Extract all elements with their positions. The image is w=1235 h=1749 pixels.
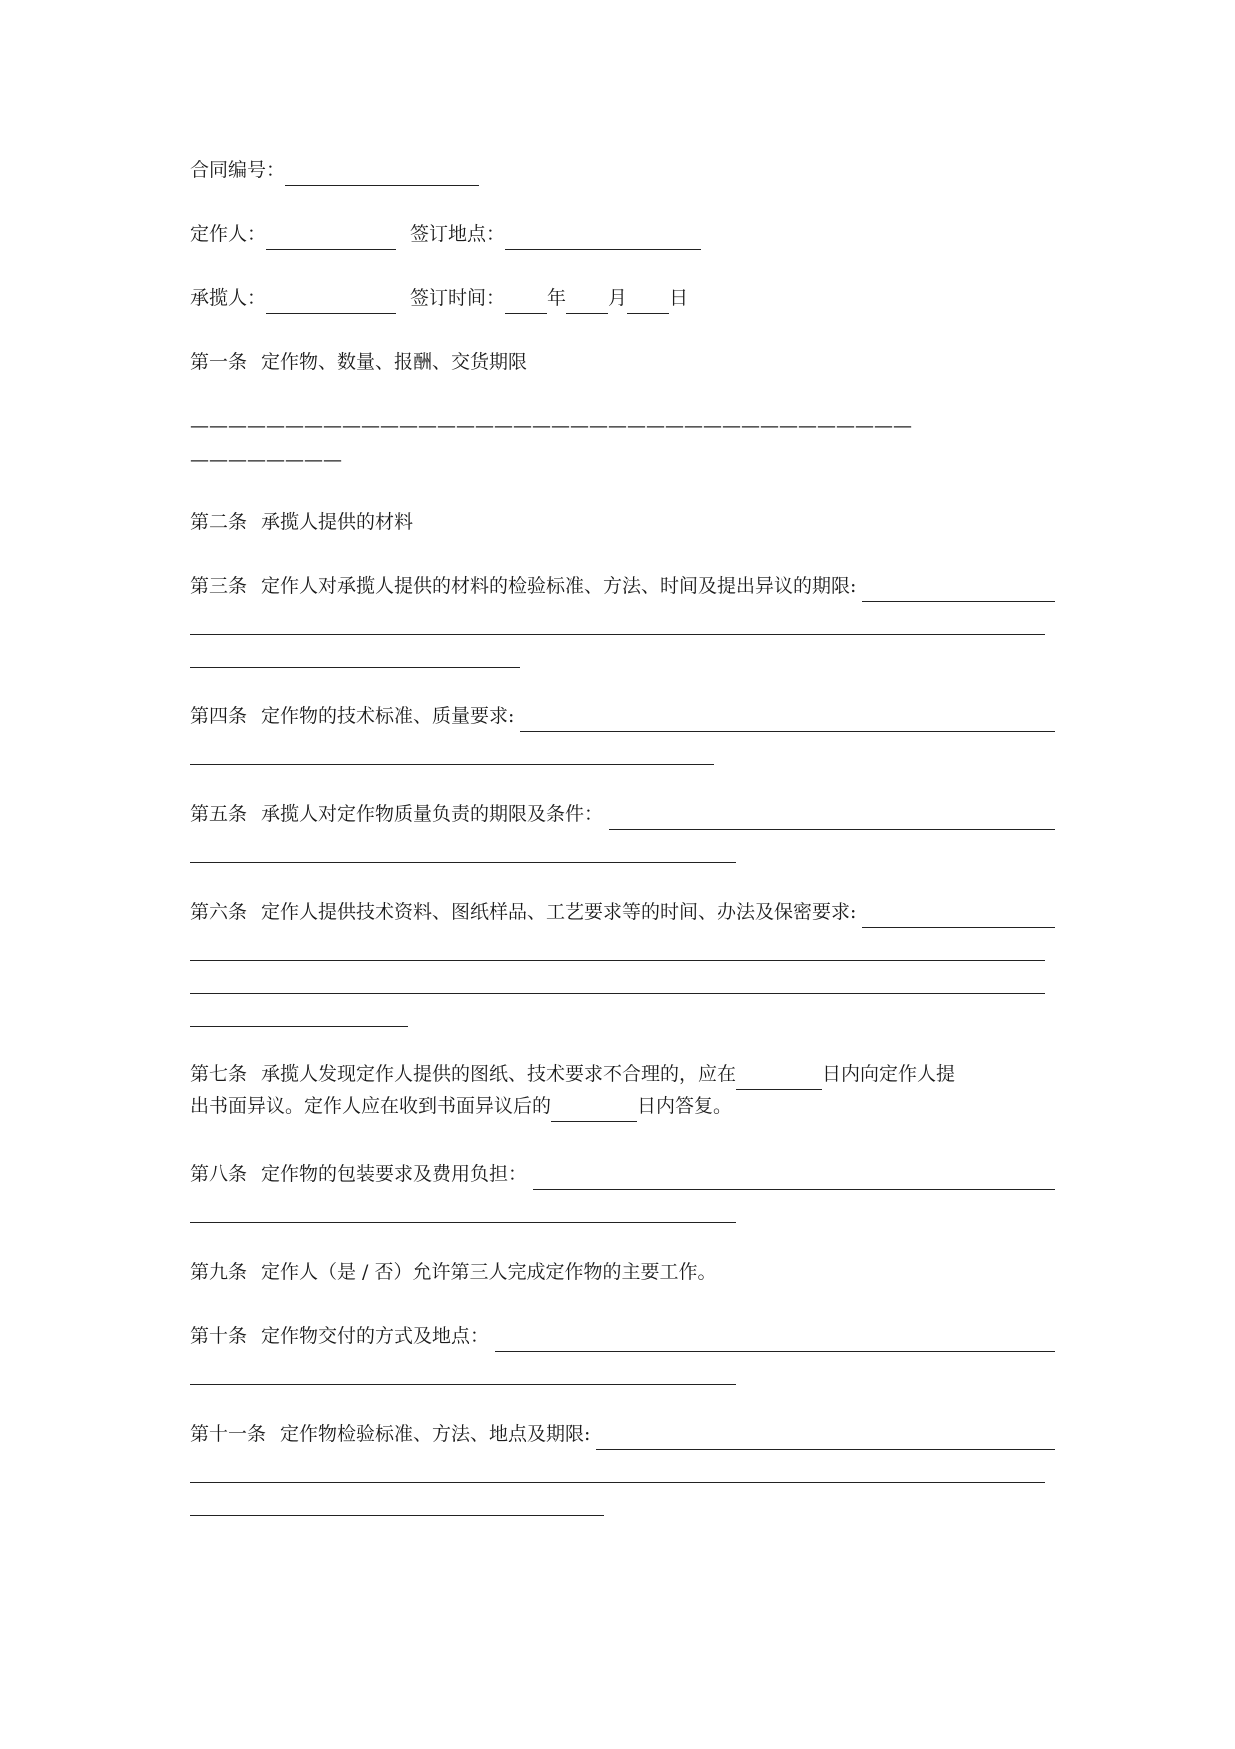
article-4-number: 第四条 (190, 705, 248, 727)
article-11 (190, 1418, 1055, 1516)
article-11-title: 定作物检验标准、方法、地点及期限: (280, 1423, 591, 1445)
article-6-blank-3[interactable] (190, 971, 1045, 994)
article-2-number: 第二条 (190, 511, 248, 533)
sign-place-blank[interactable] (505, 227, 701, 250)
article-2 (190, 506, 1055, 538)
article-1-number: 第一条 (190, 351, 248, 373)
article-10-title: 定作物交付的方式及地点： (261, 1325, 490, 1347)
contract-number-row (190, 154, 1055, 186)
article-3-blank-2[interactable] (190, 612, 1045, 635)
article-8-blank-2[interactable] (190, 1200, 736, 1223)
article-9-title: 定作人（是 / 否）允许第三人完成定作物的主要工作。 (261, 1261, 717, 1283)
article-3-blank-1[interactable] (862, 579, 1055, 602)
article-5-blank-1[interactable] (609, 807, 1055, 830)
article-4 (190, 700, 1055, 765)
article-5-title: 承揽人对定作物质量负责的期限及条件： (261, 803, 604, 825)
article-7-text-2: 日内向定作人提 (822, 1063, 956, 1085)
article-3-title: 定作人对承揽人提供的材料的检验标准、方法、时间及提出异议的期限: (261, 575, 857, 597)
article-7 (190, 1058, 1055, 1122)
article-5-number: 第五条 (190, 803, 248, 825)
article-1-dashes-line-1: —————————————————————————————————————— (190, 415, 912, 437)
article-8-title: 定作物的包装要求及费用负担： (261, 1163, 528, 1185)
article-7-text-1: 承揽人发现定作人提供的图纸、技术要求不合理的，应在 (261, 1063, 737, 1085)
article-7-days-blank-1[interactable] (736, 1067, 822, 1090)
article-1-title: 定作物、数量、报酬、交货期限 (261, 351, 528, 373)
day-blank[interactable] (627, 291, 669, 314)
article-8-blank-1[interactable] (533, 1167, 1055, 1190)
article-7-days-blank-2[interactable] (551, 1099, 637, 1122)
article-10 (190, 1320, 1055, 1385)
article-7-number: 第七条 (190, 1063, 248, 1085)
article-6-title: 定作人提供技术资料、图纸样品、工艺要求等的时间、办法及保密要求: (261, 901, 857, 923)
article-6-blank-4[interactable] (190, 1004, 408, 1027)
article-4-blank-2[interactable] (190, 742, 714, 765)
article-6 (190, 896, 1055, 1027)
article-8-number: 第八条 (190, 1163, 248, 1185)
article-11-number: 第十一条 (190, 1423, 267, 1445)
article-4-blank-1[interactable] (520, 709, 1055, 732)
article-11-blank-2[interactable] (190, 1460, 1045, 1483)
sign-place-label: 签订地点： (410, 223, 506, 245)
day-label: 日 (669, 287, 689, 309)
article-10-blank-1[interactable] (495, 1329, 1055, 1352)
orderer-blank[interactable] (266, 227, 396, 250)
orderer-row (190, 218, 1055, 250)
year-blank[interactable] (505, 291, 547, 314)
article-7-text-3: 出书面异议。定作人应在收到书面异议后的 (190, 1095, 552, 1117)
article-2-title: 承揽人提供的材料 (261, 511, 414, 533)
article-3-blank-3[interactable] (190, 645, 520, 668)
article-9 (190, 1256, 1055, 1288)
sign-time-label: 签订时间： (410, 287, 506, 309)
article-9-number: 第九条 (190, 1261, 248, 1283)
contract-number-blank[interactable] (285, 163, 479, 186)
article-8 (190, 1158, 1055, 1223)
orderer-label: 定作人： (190, 223, 267, 245)
month-blank[interactable] (566, 291, 608, 314)
article-1-dashes-line-2: ———————— (190, 449, 342, 471)
article-7-text-4: 日内答复。 (637, 1095, 733, 1117)
article-11-blank-3[interactable] (190, 1493, 604, 1516)
contractor-label: 承揽人： (190, 287, 267, 309)
article-5 (190, 798, 1055, 863)
article-1 (190, 346, 1055, 378)
article-3 (190, 570, 1055, 668)
contractor-row (190, 282, 1055, 314)
article-11-blank-1[interactable] (596, 1427, 1055, 1450)
article-1-dashes (190, 410, 1055, 476)
contract-number-label: 合同编号： (190, 159, 286, 181)
article-4-title: 定作物的技术标准、质量要求: (261, 705, 515, 727)
article-6-blank-1[interactable] (862, 905, 1055, 928)
article-6-blank-2[interactable] (190, 938, 1045, 961)
article-6-number: 第六条 (190, 901, 248, 923)
year-label: 年 (547, 287, 567, 309)
month-label: 月 (608, 287, 628, 309)
contractor-blank[interactable] (266, 291, 396, 314)
article-10-number: 第十条 (190, 1325, 248, 1347)
article-10-blank-2[interactable] (190, 1362, 736, 1385)
article-3-number: 第三条 (190, 575, 248, 597)
article-5-blank-2[interactable] (190, 840, 736, 863)
